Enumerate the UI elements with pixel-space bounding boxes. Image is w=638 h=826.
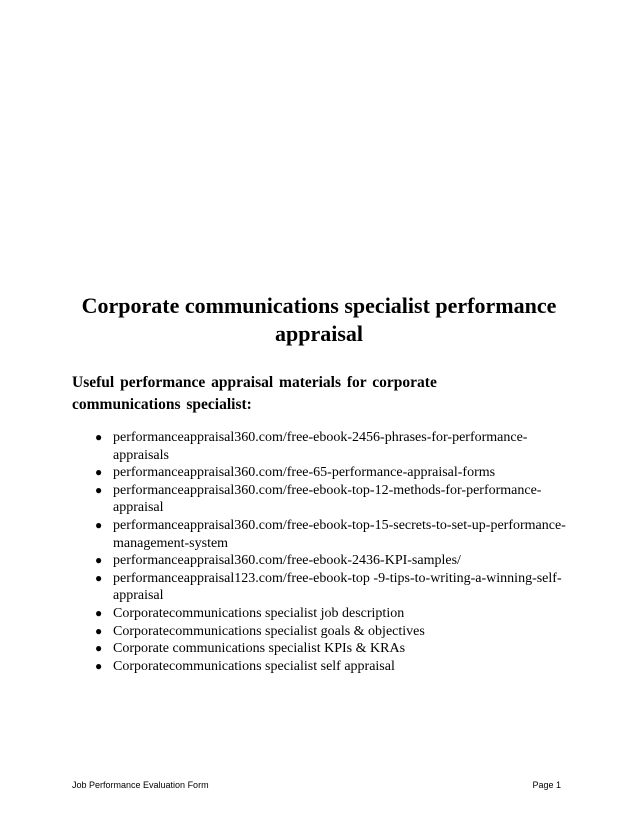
list-item-text: Corporatecommunications specialist goals & objectives	[113, 623, 425, 639]
list-item[interactable]	[93, 429, 573, 464]
list-item-text[interactable]: performanceappraisal360.com/free-65-performance-appraisal-forms	[113, 465, 496, 481]
list-item-text: Corporatecommunications specialist job description	[113, 605, 405, 621]
list-item-text: Corporate communications specialist KPIs & KRAs	[113, 641, 406, 657]
bullet-icon: ●	[95, 570, 103, 585]
list-item-text[interactable]: performanceappraisal123.com/free-ebook-top -9-tips-to-writing-a-winning-self-appraisal	[113, 570, 562, 604]
document-title: Corporate communications specialist performance appraisal	[81, 293, 557, 346]
bullet-icon: ●	[95, 605, 103, 620]
list-item-text[interactable]: performanceappraisal360.com/free-ebook-2436-KPI-samples/	[113, 553, 461, 569]
list-item	[93, 658, 573, 676]
list-item	[93, 605, 573, 623]
list-item-text: Corporatecommunications specialist self appraisal	[113, 658, 395, 674]
bullet-icon: ●	[95, 465, 103, 480]
list-item	[93, 640, 573, 658]
list-item[interactable]	[93, 552, 573, 570]
footer-form-name: Job Performance Evaluation Form	[72, 780, 209, 790]
list-item[interactable]	[93, 517, 573, 552]
list-item	[93, 623, 573, 641]
bullet-icon: ●	[95, 553, 103, 568]
bullet-icon: ●	[95, 658, 103, 673]
list-item[interactable]	[93, 464, 573, 482]
list-item-text[interactable]: performanceappraisal360.com/free-ebook-2456-phrases-for-performance-appraisals	[113, 430, 528, 463]
bullet-icon: ●	[95, 517, 103, 532]
list-item-text[interactable]: performanceappraisal360.com/free-ebook-top-12-methods-for-performance-appraisal	[113, 482, 542, 516]
resource-list	[93, 429, 573, 675]
bullet-icon: ●	[95, 641, 103, 656]
list-item[interactable]	[93, 570, 573, 605]
list-item[interactable]	[93, 482, 573, 517]
list-item-text[interactable]: performanceappraisal360.com/free-ebook-top-15-secrets-to-set-up-performance-management-system	[113, 517, 566, 551]
footer-page-number: Page 1	[532, 780, 561, 790]
bullet-icon: ●	[95, 430, 103, 444]
bullet-icon: ●	[95, 623, 103, 638]
bullet-icon: ●	[95, 482, 103, 497]
intro-heading: Useful performance appraisal materials for corporate communications specialist:	[72, 374, 437, 413]
